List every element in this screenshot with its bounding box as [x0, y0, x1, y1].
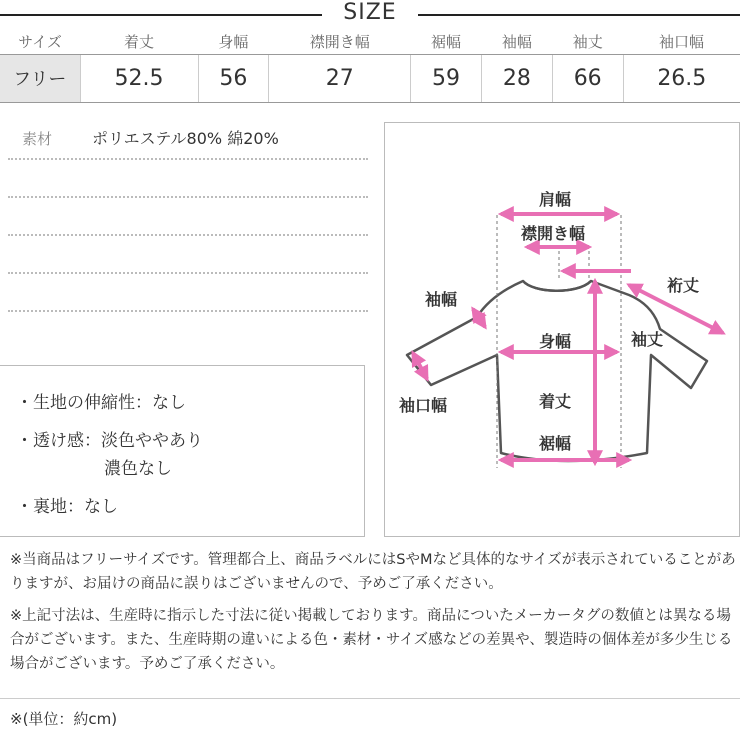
- title-rule-left: [0, 14, 322, 16]
- header-sleeve-length: 袖丈: [572, 33, 603, 52]
- size-table-header: [0, 30, 740, 54]
- header-sleeve-width: 袖幅: [501, 33, 532, 52]
- label-cuff: 袖口幅: [399, 396, 448, 415]
- blank-row: [8, 236, 368, 274]
- label-sleeve-length: 袖丈: [631, 330, 664, 349]
- sheer-property-dark: 濃色なし: [104, 459, 172, 479]
- note-measurement: ※上記寸法は、生産時に指示した寸法に従い掲載しております。商品についたメーカータグの数値とは異なる場合がございます。また、生産時期の違いによる色・素材・サイズ感などの差異や、製造時の個体差が多少生じる場合がございます。予めご了承ください。: [10, 608, 733, 672]
- header-body-width: 身幅: [218, 33, 249, 52]
- unit-note: ※(単位：約cm): [10, 710, 118, 728]
- stretch-property: ・生地の伸縮性：なし: [16, 393, 186, 413]
- cell-length: 52.5: [80, 54, 198, 102]
- sheer-property: ・透け感：淡色ややあり: [16, 431, 203, 451]
- notes: [10, 548, 738, 684]
- label-neck: 襟開き幅: [521, 224, 586, 243]
- title-rule-right: [418, 14, 740, 16]
- cell-hem-width: 59: [411, 54, 482, 102]
- divider: [0, 698, 740, 699]
- cell-sleeve-width: 28: [481, 54, 552, 102]
- blank-row: [8, 274, 368, 312]
- blank-row: [8, 160, 368, 198]
- cell-neck-width: 27: [269, 54, 411, 102]
- cell-sleeve-length: 66: [552, 54, 623, 102]
- header-length: 着丈: [123, 33, 154, 52]
- cell-body-width: 56: [198, 54, 269, 102]
- size-title: [0, 0, 740, 28]
- label-sleeve-width: 袖幅: [425, 290, 458, 309]
- cell-cuff-width: 26.5: [623, 54, 740, 102]
- fabric-properties: [0, 365, 365, 537]
- cell-size: フリー: [0, 54, 80, 102]
- header-cuff-width: 袖口幅: [659, 33, 705, 52]
- header-hem-width: 裾幅: [430, 33, 461, 52]
- material-row: [8, 122, 368, 160]
- material-label: 素材: [22, 130, 53, 148]
- size-title-text: SIZE: [343, 0, 397, 25]
- table-row: [0, 54, 740, 102]
- lining-property: ・裏地：なし: [16, 497, 118, 517]
- label-shoulder: 肩幅: [539, 190, 572, 209]
- label-body-width: 身幅: [539, 332, 572, 351]
- label-length: 着丈: [539, 392, 572, 411]
- header-neck-width: 襟開き幅: [309, 33, 370, 52]
- label-yuki: 裄丈: [667, 276, 700, 295]
- garment-diagram: [384, 122, 740, 537]
- label-hem: 裾幅: [539, 434, 572, 453]
- material-section: [8, 122, 368, 312]
- note-free-size: ※当商品はフリーサイズです。管理都合上、商品ラベルにはSやMなど具体的なサイズが表示されていることがありますが、お届けの商品に誤りはございませんので、予めご了承ください。: [10, 552, 736, 592]
- blank-row: [8, 198, 368, 236]
- header-size: サイズ: [18, 33, 62, 52]
- material-value: ポリエステル80% 綿20%: [92, 129, 279, 148]
- size-table: [0, 30, 740, 103]
